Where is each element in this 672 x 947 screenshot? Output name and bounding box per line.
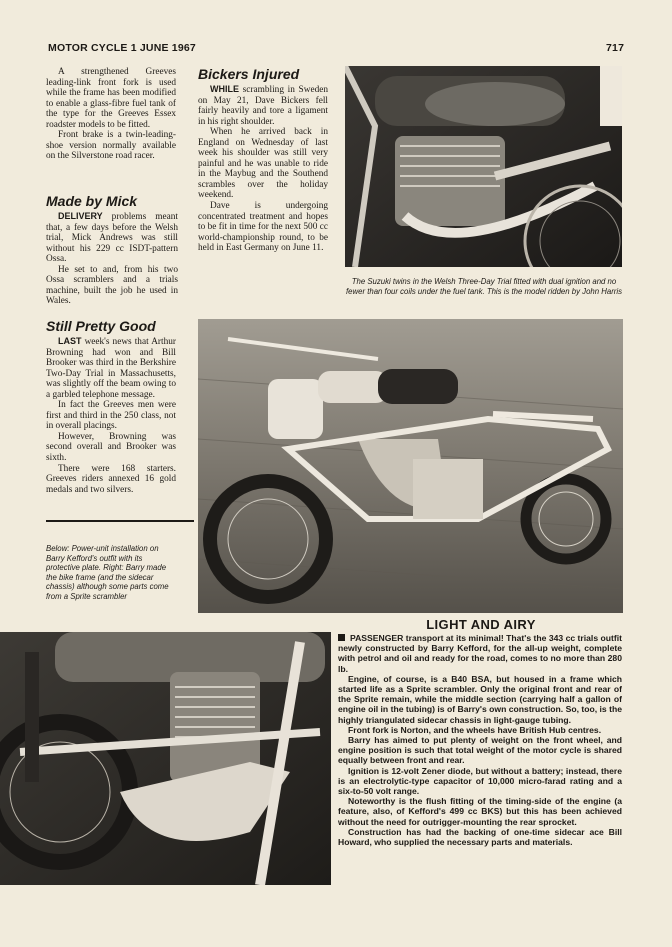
paragraph: There were 168 starters. Greeves riders annexed 16 gold medals and two silvers. xyxy=(46,463,176,495)
lead-word: WHILE xyxy=(210,84,239,94)
paragraph: scrambling in Sweden on May 21, Dave Bickers fell fairly heavily and tore a ligament in his right shoulder. xyxy=(198,85,328,127)
paragraph: He set to and, from his two Ossa scramblers and a trials machine, built the job he used in Wales. xyxy=(46,264,178,307)
suzuki-engine-photo xyxy=(345,66,622,267)
sidecar-outfit-photo xyxy=(198,319,623,613)
bickers-injured-heading: Bickers Injured xyxy=(198,66,300,82)
paragraph: Dave is undergoing concentrated treatment and hopes to be fit in time for the next 500 cc world-championship round, to be held in East Germany on June 11. xyxy=(198,201,328,254)
lead-word: LAST xyxy=(58,336,82,346)
running-header: MOTOR CYCLE 1 JUNE 1967 xyxy=(48,42,196,54)
col1-top-text xyxy=(46,67,176,162)
still-pretty-good-section xyxy=(46,318,176,495)
lead-word: PASSENGER xyxy=(350,633,404,643)
paragraph: week's news that Arthur Browning had won and Bill Brooker was third in the Berkshire Two-Day Trial in Massachusetts, was slightly off the beam owing to a garbled telephone message. xyxy=(46,337,176,400)
made-by-mick-heading: Made by Mick xyxy=(46,193,138,209)
paragraph: When he arrived back in England on Wednesday of last week his shoulder was still very painful and he was unable to ride in the Maybug and the Southend scrambles over the holiday weekend. xyxy=(198,127,328,201)
column-divider xyxy=(46,520,194,522)
paragraph: However, Browning was second overall and Brooker was sixth. xyxy=(46,431,176,464)
paragraph: A strengthened Greeves leading-link front fork is used while the frame has been modified to enable a glass-fibre fuel tank of the type for the Greeves Essex roadster models to be fitted. xyxy=(46,67,176,130)
lead-word: DELIVERY xyxy=(58,211,103,221)
paragraph: problems meant that, a few days before the Welsh trial, Mick Andrews was still without his 229 cc ISDT-pattern Ossa. xyxy=(46,212,178,265)
light-and-airy-heading: LIGHT AND AIRY xyxy=(426,617,536,632)
made-by-mick-section xyxy=(46,193,178,307)
light-and-airy-text xyxy=(338,633,622,847)
power-unit-photo xyxy=(0,632,331,885)
kefford-caption: Below: Power-unit installation on Barry Kefford's outfit with its protective plate. Right: Barry made the bike frame (and the sidecar chassis) although some parts come from a Sprite scrambler xyxy=(46,544,169,601)
paragraph: transport at its minimal! That's the 343 cc trials outfit newly constructed by Barry Kefford, for the all-up weight, complete with petrol and oil and ready for the road, comes to no more than 280 lb. xyxy=(338,633,622,674)
paragraph: Front brake is a twin-leading-shoe version normally available on the Silverstone road racer. xyxy=(46,130,176,162)
paragraph: Barry has aimed to put plenty of weight on the front wheel, and engine position is such that total weight of the motor cycle is shared equally between front and rear. xyxy=(338,735,622,766)
paragraph: Ignition is 12-volt Zener diode, but without a battery; instead, there is an electrolytic-type capacitor of 10,000 micro-farad rating and a six-to-50 volt range. xyxy=(338,765,622,797)
paragraph: Construction has had the backing of one-time sidecar ace Bill Howard, who supplied the necessary parts and materials. xyxy=(338,826,622,848)
bickers-injured-section xyxy=(198,66,328,254)
suzuki-caption: The Suzuki twins in the Welsh Three-Day Trial fitted with dual ignition and no fewer than four coils under the fuel tank. This is the model ridden by John Harris xyxy=(345,277,623,296)
paragraph: Noteworthy is the flush fitting of the timing-side of the engine (a feature, also, of Kefford's 499 cc BKS) but this has been achieved without the need for outrigger-mounting the rear sprocket. xyxy=(338,796,622,827)
page-number: 717 xyxy=(606,42,625,54)
paragraph: In fact the Greeves men were first and third in the 250 class, not in overall placings. xyxy=(46,400,176,432)
still-pretty-good-heading: Still Pretty Good xyxy=(46,318,156,334)
bullet-square-icon xyxy=(338,634,345,641)
paragraph: Engine, of course, is a B40 BSA, but housed in a frame which started life as a Sprite scrambler. Only the original front and rear of the Sprite remain, while the middle section (carrying half a gallon of engine oil in the tubing) is of Barry's own construction. So, too, is the highly triangulated sidecar chassis in light-gauge tubing. xyxy=(338,673,622,725)
paragraph: Front fork is Norton, and the wheels have British Hub centres. xyxy=(348,724,602,735)
